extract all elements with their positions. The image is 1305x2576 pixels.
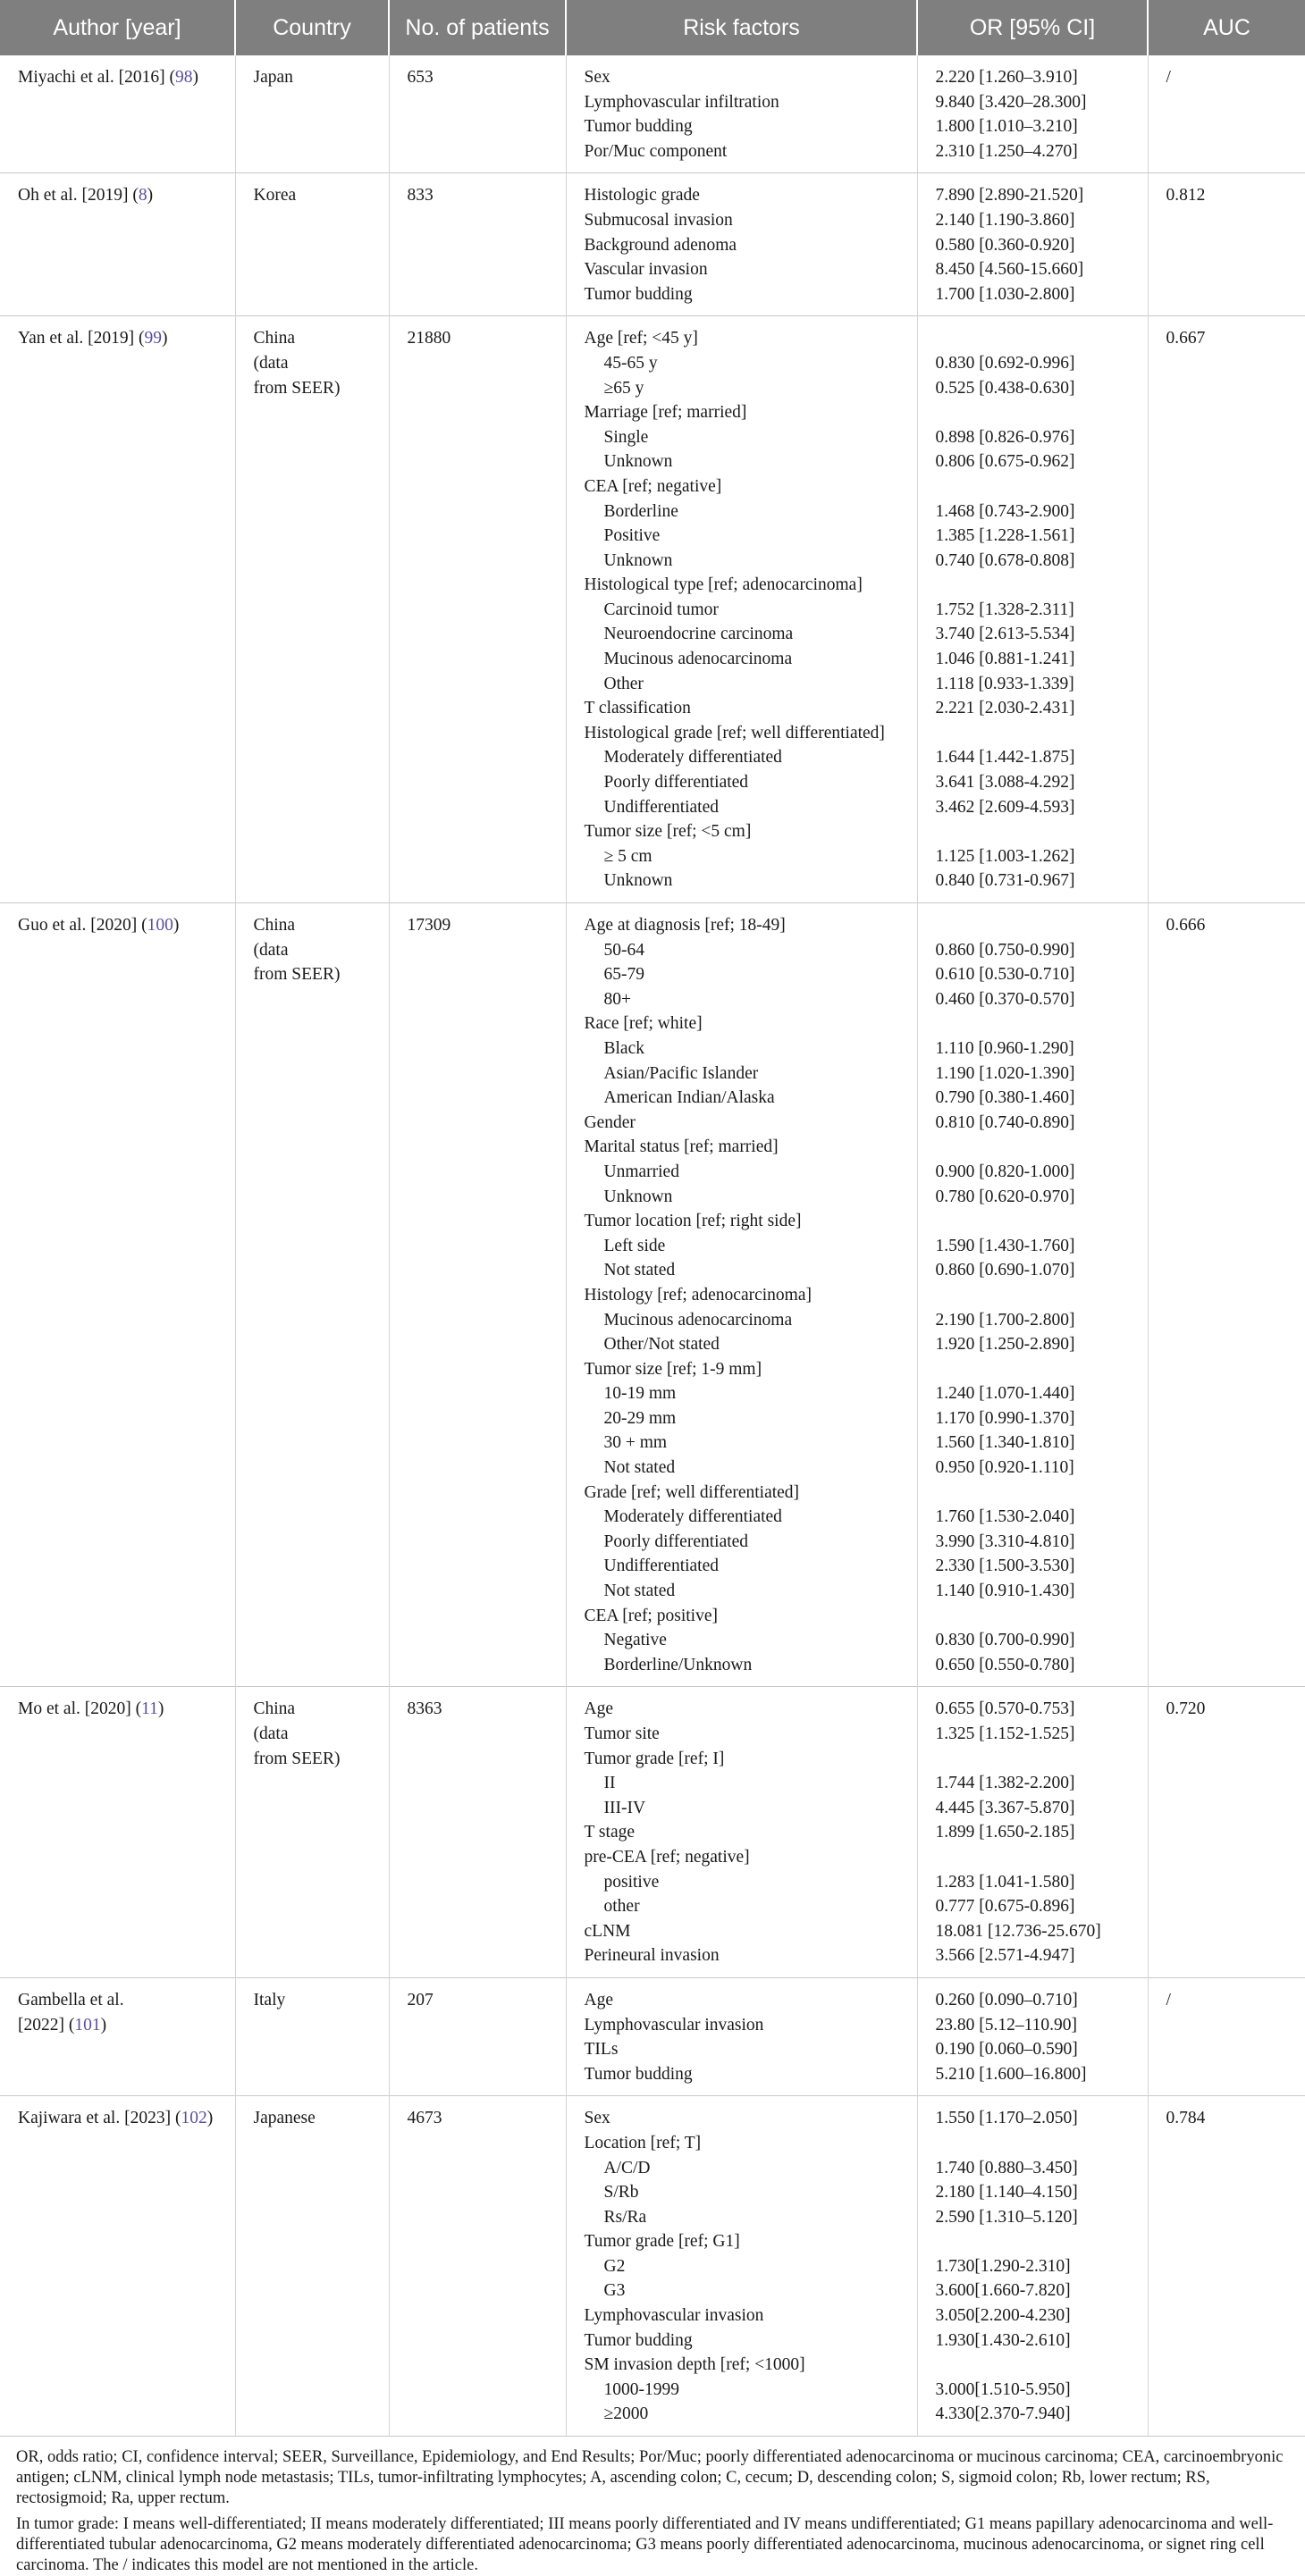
- odds-ratio-value: 0.900 [0.820-1.000]: [935, 1162, 1075, 1181]
- risk-factor-label: Por/Muc component: [584, 141, 728, 161]
- risk-factor-label: A/C/D: [603, 2158, 651, 2177]
- risk-factor-label: CEA [ref; positive]: [584, 1606, 718, 1625]
- reference-link[interactable]: 8: [138, 186, 147, 206]
- odds-ratio-value: 1.550 [1.170–2.050]: [935, 2109, 1078, 2128]
- cell-author: [0, 2096, 235, 2437]
- cell-auc: /: [1166, 1990, 1171, 2010]
- table-row: [0, 2096, 1305, 2437]
- odds-ratio-value: 1.468 [0.743-2.900]: [935, 501, 1075, 521]
- author-name: Miyachi et al. [2016] (: [18, 68, 175, 87]
- reference-close-paren: ): [206, 2109, 214, 2128]
- odds-ratio-value: [936, 400, 1139, 425]
- risk-factor-label: Lymphovascular invasion: [584, 2306, 764, 2326]
- cell-auc: 0.666: [1166, 916, 1206, 935]
- odds-ratio-value: 1.190 [1.020-1.390]: [935, 1063, 1075, 1083]
- odds-ratio-value: 0.610 [0.530-0.710]: [935, 965, 1075, 985]
- odds-ratio-value: 3.462 [2.609-4.593]: [935, 797, 1075, 817]
- risk-factor-label: Undifferentiated: [603, 1557, 720, 1576]
- risk-factor-label: Tumor size [ref; 1-9 mm]: [584, 1359, 762, 1379]
- table-row: [0, 173, 1305, 316]
- odds-ratio-value: 1.744 [1.382-2.200]: [935, 1774, 1075, 1793]
- risk-factor-label: ≥ 5 cm: [603, 846, 652, 866]
- odds-ratio-value: [936, 2353, 1139, 2378]
- risk-factor-label: Other: [603, 674, 644, 693]
- cell-risk-factors: [566, 55, 917, 173]
- risk-factor-label: Tumor budding: [584, 2330, 693, 2350]
- risk-factor-label: Carcinoid tumor: [603, 600, 719, 619]
- odds-ratio-value: 1.140 [0.910-1.430]: [935, 1582, 1075, 1601]
- cell-author: [0, 55, 235, 173]
- risk-factor-label: Borderline/Unknown: [603, 1655, 753, 1674]
- risk-factor-label: Submucosal invasion: [584, 210, 733, 230]
- risk-factor-label: Left side: [603, 1236, 666, 1255]
- country-line: from SEER): [253, 965, 341, 985]
- odds-ratio-value: 4.445 [3.367-5.870]: [935, 1798, 1075, 1817]
- header-row: [0, 0, 1305, 55]
- author-year: [2022] (: [18, 2015, 75, 2035]
- reference-link[interactable]: 99: [144, 329, 163, 348]
- odds-ratio-value: 1.930[1.430-2.610]: [935, 2330, 1071, 2350]
- table-row: [0, 55, 1305, 173]
- odds-ratio-value: 7.890 [2.890-21.520]: [935, 186, 1084, 206]
- cell-patients: 8363: [389, 1687, 566, 1978]
- risk-factor-label: Unknown: [603, 550, 673, 570]
- risk-factor-label: Vascular invasion: [584, 260, 708, 280]
- odds-ratio-value: 2.221 [2.030-2.431]: [935, 699, 1075, 718]
- odds-ratio-value: 1.240 [1.070-1.440]: [935, 1384, 1075, 1404]
- odds-ratio-value: [936, 1747, 1139, 1772]
- cell-country: [235, 1687, 389, 1978]
- risk-factor-label: ≥65 y: [603, 378, 644, 398]
- odds-ratio-value: [936, 1845, 1139, 1870]
- cell-country: [235, 2096, 389, 2437]
- odds-ratio-value: 23.80 [5.12–110.90]: [935, 2015, 1078, 2035]
- cell-auc: 0.812: [1166, 186, 1206, 206]
- odds-ratio-value: [936, 721, 1139, 746]
- odds-ratio-value: 3.740 [2.613-5.534]: [935, 625, 1075, 644]
- country-line: Korea: [253, 186, 297, 206]
- cell-or-ci: [917, 2096, 1148, 2437]
- risk-factor-label: Histologic grade: [584, 186, 700, 206]
- risk-factor-label: Gender: [584, 1112, 636, 1132]
- author-name: Mo et al. [2020] (: [18, 1699, 142, 1719]
- risk-factor-label: Unknown: [603, 871, 673, 891]
- risk-factor-label: G3: [603, 2281, 626, 2301]
- risk-factor-label: II: [603, 1774, 616, 1793]
- risk-factor-label: Sex: [584, 2109, 610, 2128]
- risk-factor-label: Single: [603, 427, 649, 447]
- odds-ratio-value: 0.790 [0.380-1.460]: [935, 1088, 1075, 1108]
- cell-country: [235, 1977, 389, 2095]
- odds-ratio-value: 0.840 [0.731-0.967]: [935, 871, 1075, 891]
- cell-patients: 653: [389, 55, 566, 173]
- risk-factor-label: Mucinous adenocarcinoma: [603, 1310, 793, 1330]
- reference-close-paren: ): [147, 186, 154, 206]
- table-header: [0, 0, 1305, 55]
- risk-factor-label: Tumor budding: [584, 284, 693, 304]
- odds-ratio-value: 1.125 [1.003-1.262]: [935, 846, 1075, 866]
- cell-author: [0, 1687, 235, 1978]
- risk-factor-label: S/Rb: [603, 2183, 639, 2203]
- risk-factor-label: Positive: [603, 526, 661, 546]
- risk-factor-label: Mucinous adenocarcinoma: [603, 650, 793, 669]
- odds-ratio-value: 18.081 [12.736-25.670]: [935, 1921, 1101, 1941]
- odds-ratio-value: 0.525 [0.438-0.630]: [935, 378, 1075, 398]
- risk-factor-label: T classification: [584, 699, 691, 718]
- risk-factor-label: 30 + mm: [603, 1433, 668, 1453]
- cell-risk-factors: [566, 316, 917, 903]
- risk-factor-label: Black: [603, 1038, 644, 1058]
- cell-author: [0, 1977, 235, 2095]
- risk-factor-label: Histological type [ref; adenocarcinoma]: [584, 575, 863, 595]
- odds-ratio-value: 1.046 [0.881-1.241]: [935, 650, 1075, 669]
- odds-ratio-value: 1.700 [1.030-2.800]: [935, 284, 1075, 304]
- country-line: Italy: [253, 1990, 286, 2010]
- risk-factor-label: Poorly differentiated: [603, 773, 749, 793]
- reference-link[interactable]: 98: [175, 68, 193, 87]
- odds-ratio-value: [936, 2229, 1139, 2254]
- odds-ratio-value: 1.560 [1.340-1.810]: [935, 1433, 1075, 1453]
- odds-ratio-value: 9.840 [3.420–28.300]: [935, 92, 1087, 112]
- risk-factor-label: Tumor budding: [584, 2064, 693, 2084]
- risk-factor-label: Undifferentiated: [603, 797, 720, 817]
- country-line: China: [253, 916, 296, 935]
- odds-ratio-value: [936, 326, 1139, 351]
- risk-factor-label: ≥2000: [603, 2404, 649, 2424]
- odds-ratio-value: 2.330 [1.500-3.530]: [935, 1557, 1075, 1576]
- odds-ratio-value: 0.860 [0.750-0.990]: [935, 940, 1075, 960]
- risk-factor-label: Lymphovascular infiltration: [584, 92, 779, 112]
- odds-ratio-value: 3.000[1.510-5.950]: [935, 2379, 1071, 2399]
- author-name: Oh et al. [2019] (: [18, 186, 139, 206]
- reference-close-paren: ): [100, 2015, 107, 2035]
- odds-ratio-value: [936, 1481, 1139, 1506]
- odds-ratio-value: 3.600[1.660-7.820]: [935, 2281, 1071, 2301]
- risk-factor-label: Age [ref; <45 y]: [584, 329, 698, 348]
- odds-ratio-value: [936, 1209, 1139, 1234]
- odds-ratio-value: 0.740 [0.678-0.808]: [935, 550, 1075, 570]
- risk-factor-label: Background adenoma: [584, 235, 737, 255]
- table-body: [0, 55, 1305, 2437]
- risk-factor-label: 65-79: [603, 965, 644, 985]
- cell-or-ci: [917, 1977, 1148, 2095]
- risk-factor-label: Tumor grade [ref; G1]: [584, 2232, 740, 2252]
- risk-factor-label: Moderately differentiated: [603, 1507, 782, 1527]
- risk-factor-label: Poorly differentiated: [603, 1531, 749, 1551]
- author-name: Gambella et al.: [18, 1990, 124, 2010]
- odds-ratio-value: 0.190 [0.060–0.590]: [935, 2040, 1078, 2060]
- country-line: Japan: [253, 68, 293, 87]
- risk-factor-label: Moderately differentiated: [603, 748, 782, 768]
- cell-auc: /: [1166, 68, 1171, 87]
- footnote-abbreviations: OR, odds ratio; CI, confidence interval; SEER, Surveillance, Epidemiology, and End Results; Por/Muc; poorly differentiated adenocarcinoma or mucinous carcinoma; CEA, carcinoembryonic antigen; cLNM, clinical lymph node metastasis; TILs, tumor-infiltrating lymphocytes; A, ascending colon; C, cecum; D, descending colon; S, sigmoid colon; Rb, lower rectum; RS, rectosigmoid; Ra, upper rectum.: [16, 2448, 1284, 2508]
- risk-factor-label: Rs/Ra: [603, 2207, 647, 2227]
- risk-factor-label: Not stated: [603, 1582, 676, 1601]
- cell-auc: 0.784: [1166, 2109, 1206, 2128]
- header-risk-factors: Risk factors: [566, 0, 917, 55]
- cell-risk-factors: [566, 173, 917, 316]
- reference-close-paren: ): [162, 329, 168, 348]
- risk-factor-label: Age at diagnosis [ref; 18-49]: [584, 916, 786, 935]
- odds-ratio-value: 1.170 [0.990-1.370]: [935, 1408, 1075, 1428]
- table-row: [0, 903, 1305, 1687]
- risk-factor-label: Age: [584, 1990, 613, 2010]
- risk-factor-label: Neuroendocrine carcinoma: [603, 625, 794, 644]
- odds-ratio-value: 1.752 [1.328-2.311]: [935, 600, 1074, 619]
- risk-factor-label: Unknown: [603, 452, 673, 472]
- risk-factor-label: Lymphovascular invasion: [584, 2015, 764, 2035]
- header-or-ci: OR [95% CI]: [917, 0, 1148, 55]
- risk-factor-label: positive: [603, 1872, 660, 1892]
- risk-factor-label: Marriage [ref; married]: [584, 403, 747, 423]
- risk-factor-label: Tumor size [ref; <5 cm]: [584, 822, 752, 842]
- cell-patients: 833: [389, 173, 566, 316]
- odds-ratio-value: 3.641 [3.088-4.292]: [935, 773, 1075, 793]
- risk-factor-label: Histology [ref; adenocarcinoma]: [584, 1285, 812, 1305]
- risk-factor-label: Asian/Pacific Islander: [603, 1063, 759, 1083]
- risk-factor-label: Sex: [584, 68, 610, 87]
- odds-ratio-value: [936, 1011, 1139, 1036]
- odds-ratio-value: 0.860 [0.690-1.070]: [935, 1261, 1075, 1280]
- odds-ratio-value: 0.898 [0.826-0.976]: [935, 427, 1075, 447]
- odds-ratio-value: [936, 1283, 1139, 1308]
- cell-patients: 21880: [389, 316, 566, 903]
- odds-ratio-value: 3.990 [3.310-4.810]: [935, 1531, 1075, 1551]
- risk-factor-label: Perineural invasion: [584, 1946, 720, 1966]
- risk-factor-label: Negative: [603, 1631, 667, 1650]
- risk-factor-label: SM invasion depth [ref; <1000]: [584, 2355, 805, 2375]
- country-line: from SEER): [253, 378, 341, 398]
- odds-ratio-value: 5.210 [1.600–16.800]: [935, 2064, 1087, 2084]
- country-line: China: [253, 329, 296, 348]
- risk-factor-label: G2: [603, 2256, 626, 2276]
- odds-ratio-value: 3.050[2.200-4.230]: [935, 2306, 1071, 2326]
- reference-link[interactable]: 102: [181, 2109, 207, 2128]
- odds-ratio-value: 2.190 [1.700-2.800]: [935, 1310, 1075, 1330]
- odds-ratio-value: 8.450 [4.560-15.660]: [935, 260, 1084, 280]
- odds-ratio-value: 1.740 [0.880–3.450]: [935, 2158, 1078, 2177]
- author-name: Guo et al. [2020] (: [18, 916, 147, 935]
- country-line: China: [253, 1699, 296, 1719]
- odds-ratio-value: 2.310 [1.250–4.270]: [935, 141, 1078, 161]
- cell-or-ci: [917, 55, 1148, 173]
- reference-link[interactable]: 101: [74, 2015, 101, 2035]
- risk-factor-label: Not stated: [603, 1261, 676, 1280]
- risk-factor-label: 20-29 mm: [603, 1408, 677, 1428]
- odds-ratio-value: [936, 2131, 1139, 2156]
- risk-factor-label: CEA [ref; negative]: [584, 476, 722, 496]
- risk-factor-label: T stage: [584, 1823, 636, 1842]
- reference-link[interactable]: 100: [147, 916, 173, 935]
- risk-factor-label: Tumor location [ref; right side]: [584, 1212, 802, 1231]
- risk-factor-label: Borderline: [603, 501, 678, 521]
- odds-ratio-value: 0.580 [0.360-0.920]: [935, 235, 1075, 255]
- cell-country: [235, 55, 389, 173]
- odds-ratio-value: 1.110 [0.960-1.290]: [935, 1038, 1074, 1058]
- risk-factor-label: 1000-1999: [603, 2379, 679, 2399]
- cell-auc: 0.667: [1166, 329, 1206, 348]
- odds-ratio-value: 0.655 [0.570-0.753]: [935, 1699, 1075, 1719]
- odds-ratio-value: 0.810 [0.740-0.890]: [935, 1112, 1075, 1132]
- odds-ratio-value: 0.830 [0.700-0.990]: [935, 1631, 1075, 1650]
- odds-ratio-value: [936, 1357, 1139, 1382]
- cell-country: [235, 316, 389, 903]
- footnote-grade-definitions: In tumor grade: I means well-differentiated; II means moderately differentiated; III means poorly differentiated and IV means undifferentiated; G1 means papillary adenocarcinoma and well-differentiated tubular adenocarcinoma, G2 means moderately differentiated adenocarcinoma; G3 means poorly differentiated adenocarcinoma, mucinous adenocarcinoma, or signet ring cell carcinoma. The / indicates this model are not mentioned in the article.: [16, 2515, 1274, 2575]
- odds-ratio-value: [936, 913, 1139, 938]
- risk-factor-label: 10-19 mm: [603, 1384, 677, 1404]
- country-line: from SEER): [253, 1749, 341, 1768]
- odds-ratio-value: [936, 573, 1139, 598]
- odds-ratio-value: 1.590 [1.430-1.760]: [935, 1236, 1075, 1255]
- cell-risk-factors: [566, 2096, 917, 2437]
- cell-patients: 17309: [389, 903, 566, 1687]
- risk-factor-label: Tumor budding: [584, 117, 693, 137]
- reference-link[interactable]: 11: [141, 1699, 158, 1719]
- risk-factor-label: cLNM: [584, 1921, 631, 1941]
- table-row: [0, 1687, 1305, 1978]
- cell-author: [0, 903, 235, 1687]
- odds-ratio-value: 1.283 [1.041-1.580]: [935, 1872, 1075, 1892]
- odds-ratio-value: 0.650 [0.550-0.780]: [935, 1655, 1075, 1674]
- country-line: (data: [253, 1724, 289, 1743]
- odds-ratio-value: 1.899 [1.650-2.185]: [935, 1823, 1075, 1842]
- odds-ratio-value: 2.590 [1.310–5.120]: [935, 2207, 1078, 2227]
- odds-ratio-value: 1.920 [1.250-2.890]: [935, 1335, 1075, 1355]
- country-line: (data: [253, 353, 289, 373]
- header-patients: No. of patients: [389, 0, 566, 55]
- cell-author: [0, 316, 235, 903]
- risk-factor-label: Grade [ref; well differentiated]: [584, 1482, 800, 1502]
- risk-factor-label: pre-CEA [ref; negative]: [584, 1847, 750, 1867]
- table-row: [0, 1977, 1305, 2095]
- risk-factor-label: Tumor grade [ref; I]: [584, 1749, 725, 1768]
- odds-ratio-value: 1.118 [0.933-1.339]: [935, 674, 1074, 693]
- author-name: Kajiwara et al. [2023] (: [18, 2109, 181, 2128]
- cell-or-ci: [917, 173, 1148, 316]
- odds-ratio-value: 1.800 [1.010–3.210]: [935, 117, 1078, 137]
- risk-factor-label: 50-64: [603, 940, 644, 960]
- risk-factor-label: TILs: [584, 2040, 619, 2060]
- header-auc: AUC: [1148, 0, 1305, 55]
- odds-ratio-value: 1.644 [1.442-1.875]: [935, 748, 1075, 768]
- odds-ratio-value: 0.260 [0.090–0.710]: [935, 1990, 1078, 2010]
- author-name: Yan et al. [2019] (: [18, 329, 145, 348]
- odds-ratio-value: [936, 474, 1139, 499]
- risk-factor-label: Other/Not stated: [603, 1335, 720, 1355]
- header-country: Country: [235, 0, 389, 55]
- country-line: (data: [253, 940, 289, 960]
- cell-risk-factors: [566, 1977, 917, 2095]
- odds-ratio-value: 0.830 [0.692-0.996]: [935, 353, 1075, 373]
- odds-ratio-value: 0.780 [0.620-0.970]: [935, 1187, 1075, 1206]
- table-row: [0, 316, 1305, 903]
- risk-factor-label: Marital status [ref; married]: [584, 1137, 779, 1157]
- odds-ratio-value: 0.806 [0.675-0.962]: [935, 452, 1075, 472]
- odds-ratio-value: 2.220 [1.260–3.910]: [935, 68, 1078, 87]
- odds-ratio-value: 0.777 [0.675-0.896]: [935, 1897, 1075, 1917]
- risk-factor-label: Location [ref; T]: [584, 2133, 702, 2152]
- cell-patients: 4673: [389, 2096, 566, 2437]
- risk-factor-label: 45-65 y: [603, 353, 658, 373]
- odds-ratio-value: 0.460 [0.370-0.570]: [935, 989, 1075, 1009]
- cell-country: [235, 903, 389, 1687]
- cell-country: [235, 173, 389, 316]
- odds-ratio-value: 4.330[2.370-7.940]: [935, 2404, 1071, 2424]
- cell-author: [0, 173, 235, 316]
- odds-ratio-value: 2.140 [1.190-3.860]: [935, 210, 1075, 230]
- risk-factor-label: Unmarried: [603, 1162, 679, 1181]
- reference-close-paren: ): [173, 916, 180, 935]
- odds-ratio-value: 1.325 [1.152-1.525]: [935, 1724, 1075, 1743]
- cell-risk-factors: [566, 1687, 917, 1978]
- cell-or-ci: [917, 316, 1148, 903]
- risk-factor-label: Age: [584, 1699, 613, 1719]
- odds-ratio-value: 0.950 [0.920-1.110]: [935, 1458, 1074, 1478]
- risk-factor-label: Unknown: [603, 1187, 673, 1206]
- country-line: Japanese: [253, 2109, 316, 2128]
- cell-or-ci: [917, 903, 1148, 1687]
- risk-factor-label: Histological grade [ref; well differentiated]: [584, 723, 885, 743]
- odds-ratio-value: 1.385 [1.228-1.561]: [935, 526, 1075, 546]
- risk-factor-label: Tumor site: [584, 1724, 660, 1743]
- risk-factor-label: other: [603, 1897, 640, 1917]
- cell-or-ci: [917, 1687, 1148, 1978]
- risk-factor-label: American Indian/Alaska: [603, 1088, 775, 1108]
- odds-ratio-value: [936, 819, 1139, 844]
- risk-factor-label: 80+: [603, 989, 631, 1009]
- risk-factor-label: III-IV: [603, 1798, 646, 1817]
- odds-ratio-value: 2.180 [1.140–4.150]: [935, 2183, 1078, 2203]
- risk-factor-label: Not stated: [603, 1458, 676, 1478]
- odds-ratio-value: 3.566 [2.571-4.947]: [935, 1946, 1075, 1966]
- odds-ratio-value: [936, 1135, 1139, 1160]
- odds-ratio-value: [936, 1604, 1139, 1629]
- header-author: Author [year]: [0, 0, 235, 55]
- cell-auc: 0.720: [1166, 1699, 1206, 1719]
- reference-close-paren: ): [157, 1699, 164, 1719]
- odds-ratio-value: 1.730[1.290-2.310]: [935, 2256, 1071, 2276]
- cell-risk-factors: [566, 903, 917, 1687]
- table-footnotes: [0, 2437, 1305, 2576]
- odds-ratio-value: 1.760 [1.530-2.040]: [935, 1507, 1075, 1527]
- cell-patients: 207: [389, 1977, 566, 2095]
- reference-close-paren: ): [192, 68, 198, 87]
- risk-factor-label: Race [ref; white]: [584, 1014, 703, 1034]
